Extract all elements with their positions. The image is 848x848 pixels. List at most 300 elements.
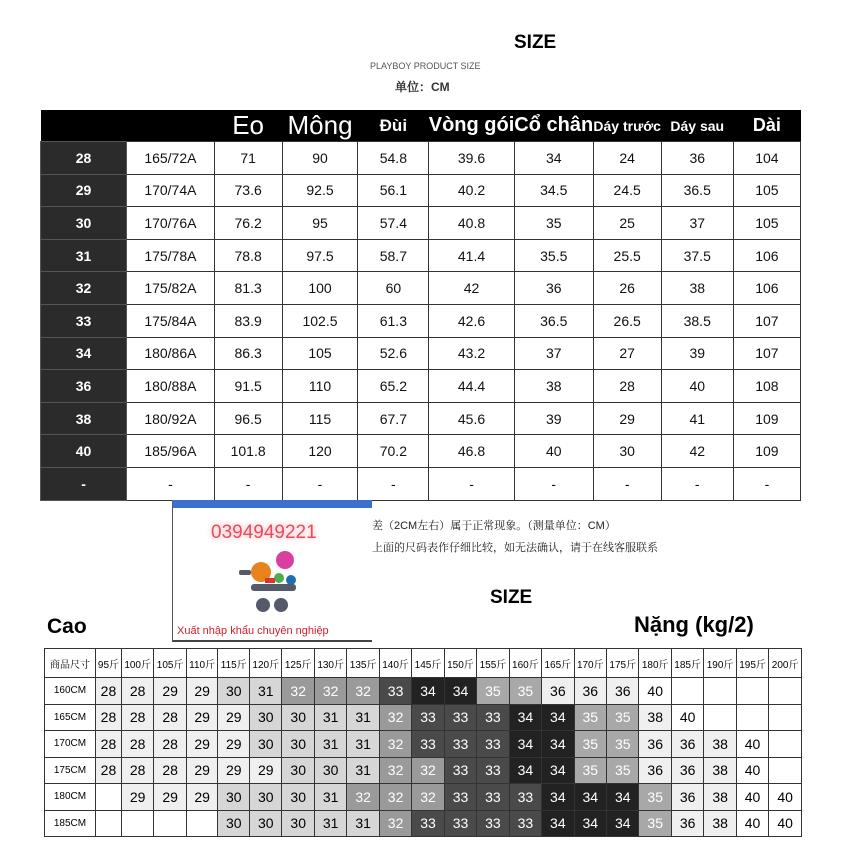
table-cell: 95 (282, 207, 358, 240)
table-cell: - (733, 467, 800, 500)
size-cell (736, 704, 768, 731)
column-header: 商品尺寸 (45, 649, 96, 678)
size-cell: 31 (314, 731, 346, 758)
size-cell: 29 (41, 174, 127, 207)
table-cell: 41.4 (429, 239, 515, 272)
size-cell: 30 (41, 207, 127, 240)
size-cell: 32 (412, 757, 444, 784)
table-cell: 58.7 (358, 239, 429, 272)
size-cell: 40 (769, 784, 802, 811)
table-cell: 41 (661, 402, 733, 435)
table-cell: 97.5 (282, 239, 358, 272)
size-cell: 34 (542, 704, 574, 731)
size-cell: 33 (444, 731, 476, 758)
height-cell: 175CM (45, 757, 96, 784)
table-cell: 54.8 (358, 142, 429, 175)
size-cell: 33 (379, 678, 411, 705)
column-header: 120斤 (250, 649, 282, 678)
table-row (41, 239, 801, 272)
table-row (41, 435, 801, 468)
table-cell: 65.2 (358, 370, 429, 403)
table-cell: 27 (593, 337, 661, 370)
size-cell: 40 (736, 784, 768, 811)
size-cell: 30 (250, 731, 282, 758)
table-cell: 78.8 (214, 239, 282, 272)
size-cell: 33 (477, 704, 509, 731)
column-header: 100斤 (121, 649, 153, 678)
height-cell: 170CM (45, 731, 96, 758)
table-cell: 175/84A (127, 304, 215, 337)
table-cell: 180/88A (127, 370, 215, 403)
table-row (45, 810, 802, 837)
table-cell: 37 (661, 207, 733, 240)
table-cell: 25 (593, 207, 661, 240)
size-cell: 28 (154, 757, 186, 784)
size-cell: 33 (509, 810, 541, 837)
table-cell: 96.5 (214, 402, 282, 435)
table-cell: - (661, 467, 733, 500)
table-cell: 37 (514, 337, 593, 370)
column-header: Cổ chân (514, 110, 593, 142)
table-row (45, 704, 802, 731)
size-cell: 32 (347, 678, 379, 705)
table-row (45, 757, 802, 784)
size-cell: 36 (671, 784, 703, 811)
column-header: 95斤 (96, 649, 122, 678)
table-cell: 44.4 (429, 370, 515, 403)
column-header: 110斤 (186, 649, 218, 678)
table-cell: 106 (733, 272, 800, 305)
table-cell: 52.6 (358, 337, 429, 370)
size-cell: 28 (96, 678, 122, 705)
table-row (41, 142, 801, 175)
column-header: 195斤 (736, 649, 768, 678)
size-cell: 32 (412, 784, 444, 811)
size-cell (769, 704, 802, 731)
size-cell (736, 678, 768, 705)
table-cell: 46.8 (429, 435, 515, 468)
table-cell: 35.5 (514, 239, 593, 272)
table-cell: 38 (661, 272, 733, 305)
size-cell: 31 (314, 810, 346, 837)
table-cell: 26.5 (593, 304, 661, 337)
table-cell: 57.4 (358, 207, 429, 240)
column-header: 130斤 (314, 649, 346, 678)
measurement-note (372, 515, 658, 559)
size-cell: 30 (250, 784, 282, 811)
table-cell: 70.2 (358, 435, 429, 468)
column-header: 165斤 (542, 649, 574, 678)
size-cell: 28 (41, 142, 127, 175)
size-cell: 34 (542, 757, 574, 784)
column-header: 140斤 (379, 649, 411, 678)
size-cell: 33 (444, 757, 476, 784)
size-cell: 31 (250, 678, 282, 705)
column-header: 185斤 (671, 649, 703, 678)
size-cell: 32 (379, 731, 411, 758)
size-cell: 33 (477, 757, 509, 784)
size-cell: 34 (509, 757, 541, 784)
table-cell: 34 (514, 142, 593, 175)
size-cell: 35 (639, 810, 671, 837)
weight-label: Nặng (kg/2) (634, 612, 754, 637)
size-cell: 36 (671, 810, 703, 837)
column-header: 200斤 (769, 649, 802, 678)
size-cell (96, 810, 122, 837)
table-cell: 36.5 (514, 304, 593, 337)
table-cell: 76.2 (214, 207, 282, 240)
size-cell: 30 (282, 704, 314, 731)
size-cell: 34 (574, 784, 606, 811)
size-cell: 38 (704, 784, 736, 811)
table-cell: 101.8 (214, 435, 282, 468)
table-cell: 81.3 (214, 272, 282, 305)
table-cell: 92.5 (282, 174, 358, 207)
size-cell: 38 (41, 402, 127, 435)
size-cell: 29 (186, 757, 218, 784)
size-cell: 29 (186, 784, 218, 811)
size-cell: 28 (154, 731, 186, 758)
table-cell: 45.6 (429, 402, 515, 435)
table-cell: 42.6 (429, 304, 515, 337)
column-header: Dáy sau (661, 110, 733, 142)
size-cell (671, 678, 703, 705)
size-cell: 31 (314, 704, 346, 731)
table-cell: 40 (661, 370, 733, 403)
column-header: 115斤 (218, 649, 250, 678)
table-cell: 90 (282, 142, 358, 175)
table-cell: 115 (282, 402, 358, 435)
size-cell: 35 (639, 784, 671, 811)
size-cell: 34 (542, 731, 574, 758)
table-cell: 61.3 (358, 304, 429, 337)
size-cell: 30 (218, 810, 250, 837)
size-cell: - (41, 467, 127, 500)
size-cell: 34 (542, 784, 574, 811)
height-cell: 180CM (45, 784, 96, 811)
size-cell: 28 (121, 757, 153, 784)
size-cell (704, 704, 736, 731)
height-label: Cao (47, 615, 87, 638)
table-cell: 104 (733, 142, 800, 175)
table-cell: 67.7 (358, 402, 429, 435)
table-cell: 107 (733, 304, 800, 337)
size-cell: 32 (379, 810, 411, 837)
table-cell: 38.5 (661, 304, 733, 337)
size-cell: 28 (121, 731, 153, 758)
table-row (41, 402, 801, 435)
size-cell: 30 (282, 731, 314, 758)
column-header: 125斤 (282, 649, 314, 678)
table-cell: 40.8 (429, 207, 515, 240)
table-cell: - (514, 467, 593, 500)
size-title: SIZE (514, 32, 557, 53)
column-header: Mông (282, 110, 358, 142)
size-cell: 32 (347, 784, 379, 811)
table-cell: 106 (733, 239, 800, 272)
size-cell: 36 (671, 731, 703, 758)
table-cell: 170/74A (127, 174, 215, 207)
size-cell: 32 (314, 678, 346, 705)
size-cell: 33 (412, 731, 444, 758)
size-cell: 40 (736, 810, 768, 837)
size-cell (96, 784, 122, 811)
ad-text: Xuất nhập khẩu chuyên nghiệp (177, 625, 329, 637)
size-cell: 40 (671, 704, 703, 731)
table-cell: 165/72A (127, 142, 215, 175)
size-cell: 35 (607, 731, 639, 758)
table-cell: 180/86A (127, 337, 215, 370)
size-cell: 29 (218, 731, 250, 758)
unit-label: 单位：CM (395, 80, 450, 94)
size-cell: 29 (154, 678, 186, 705)
size-cell (186, 810, 218, 837)
table-cell: 86.3 (214, 337, 282, 370)
size-cell: 34 (509, 704, 541, 731)
table-cell: 109 (733, 435, 800, 468)
size-cell: 29 (218, 757, 250, 784)
size-cell: 33 (477, 731, 509, 758)
table-cell: 29 (593, 402, 661, 435)
size-cell: 31 (314, 784, 346, 811)
size-cell: 32 (379, 704, 411, 731)
size-cell: 30 (282, 784, 314, 811)
size-cell (769, 678, 802, 705)
size-cell: 34 (509, 731, 541, 758)
table-cell: - (593, 467, 661, 500)
table-cell: - (282, 467, 358, 500)
table-cell: 185/96A (127, 435, 215, 468)
height-weight-size-table (44, 648, 802, 837)
table-cell: 24 (593, 142, 661, 175)
size-cell: 34 (542, 810, 574, 837)
size-cell: 38 (639, 704, 671, 731)
size-measurement-table (40, 110, 801, 501)
table-cell: 109 (733, 402, 800, 435)
table-cell: 107 (733, 337, 800, 370)
size-cell: 29 (250, 757, 282, 784)
table-row (45, 731, 802, 758)
size-cell (769, 731, 802, 758)
table-cell: 105 (282, 337, 358, 370)
height-cell: 165CM (45, 704, 96, 731)
table-row (45, 784, 802, 811)
column-header: 105斤 (154, 649, 186, 678)
size-cell: 40 (41, 435, 127, 468)
table-cell: 60 (358, 272, 429, 305)
table-row (41, 370, 801, 403)
column-header: 150斤 (444, 649, 476, 678)
table-cell: 28 (593, 370, 661, 403)
table-cell: 105 (733, 207, 800, 240)
size-cell: 33 (412, 810, 444, 837)
ad-overlay (172, 500, 372, 642)
size-cell: 36 (607, 678, 639, 705)
table-cell: 35 (514, 207, 593, 240)
table-cell: 100 (282, 272, 358, 305)
subtitle: PLAYBOY PRODUCT SIZE (370, 61, 481, 71)
column-header: 180斤 (639, 649, 671, 678)
size-cell: 30 (314, 757, 346, 784)
table-cell: - (214, 467, 282, 500)
size-cell: 28 (96, 704, 122, 731)
ad-phone: 0394949221 (211, 522, 317, 543)
size-cell: 33 (444, 810, 476, 837)
size-cell: 32 (379, 784, 411, 811)
table-cell: 83.9 (214, 304, 282, 337)
table-cell: 110 (282, 370, 358, 403)
size-cell: 30 (218, 678, 250, 705)
table-row (41, 174, 801, 207)
size-cell: 36 (41, 370, 127, 403)
size-cell: 40 (736, 731, 768, 758)
table-cell: 73.6 (214, 174, 282, 207)
table-cell: 71 (214, 142, 282, 175)
table-cell: 26 (593, 272, 661, 305)
table-cell: - (358, 467, 429, 500)
column-header: 145斤 (412, 649, 444, 678)
column-header: 135斤 (347, 649, 379, 678)
size-cell: 29 (121, 784, 153, 811)
column-header (41, 110, 127, 142)
table-row (41, 467, 801, 500)
column-header: Dáy trước (593, 110, 661, 142)
table-row (45, 678, 802, 705)
size-cell: 30 (250, 810, 282, 837)
size-cell: 35 (607, 757, 639, 784)
table-cell: 56.1 (358, 174, 429, 207)
column-header (127, 110, 215, 142)
size-cell: 33 (509, 784, 541, 811)
size-cell: 34 (607, 810, 639, 837)
size-cell: 29 (186, 704, 218, 731)
column-header: Đùi (358, 110, 429, 142)
table-cell: 42 (429, 272, 515, 305)
size-cell: 29 (186, 731, 218, 758)
table-row (41, 304, 801, 337)
size-cell: 38 (704, 757, 736, 784)
size-cell: 33 (477, 810, 509, 837)
table-cell: 120 (282, 435, 358, 468)
size-cell: 36 (574, 678, 606, 705)
size-cell: 31 (347, 757, 379, 784)
size-cell: 36 (639, 731, 671, 758)
table-cell: - (127, 467, 215, 500)
column-header: Eo (214, 110, 282, 142)
size-cell (704, 678, 736, 705)
size-cell: 31 (347, 704, 379, 731)
table-cell: 108 (733, 370, 800, 403)
size-cell: 34 (444, 678, 476, 705)
table-row (41, 272, 801, 305)
table-cell: 175/82A (127, 272, 215, 305)
size-cell (769, 757, 802, 784)
table-cell: 34.5 (514, 174, 593, 207)
size-cell: 31 (347, 810, 379, 837)
column-header: 155斤 (477, 649, 509, 678)
height-cell: 185CM (45, 810, 96, 837)
size-title-2: SIZE (490, 587, 533, 608)
size-cell: 33 (41, 304, 127, 337)
table-cell: 36 (514, 272, 593, 305)
size-cell: 34 (412, 678, 444, 705)
size-cell: 35 (509, 678, 541, 705)
table-cell: 40.2 (429, 174, 515, 207)
table-cell: 25.5 (593, 239, 661, 272)
size-cell: 30 (250, 704, 282, 731)
size-cell: 28 (96, 731, 122, 758)
table-cell: 43.2 (429, 337, 515, 370)
size-cell: 35 (477, 678, 509, 705)
height-cell: 160CM (45, 678, 96, 705)
table-row (41, 337, 801, 370)
size-cell: 40 (736, 757, 768, 784)
table-cell: 36.5 (661, 174, 733, 207)
size-cell: 36 (542, 678, 574, 705)
size-cell: 36 (639, 757, 671, 784)
size-cell: 38 (704, 810, 736, 837)
table-cell: 37.5 (661, 239, 733, 272)
table-cell: 39 (661, 337, 733, 370)
size-cell: 33 (477, 784, 509, 811)
table-cell: - (429, 467, 515, 500)
table-cell: 36 (661, 142, 733, 175)
table-cell: 24.5 (593, 174, 661, 207)
column-header: 170斤 (574, 649, 606, 678)
size-cell: 35 (574, 731, 606, 758)
column-header: 175斤 (607, 649, 639, 678)
size-cell: 36 (671, 757, 703, 784)
column-header: 160斤 (509, 649, 541, 678)
table-cell: 180/92A (127, 402, 215, 435)
size-cell: 28 (96, 757, 122, 784)
table-cell: 30 (593, 435, 661, 468)
column-header: 190斤 (704, 649, 736, 678)
size-cell: 29 (186, 678, 218, 705)
table-cell: 170/76A (127, 207, 215, 240)
size-cell: 33 (444, 704, 476, 731)
note-line: 上面的尺码表作仔细比较，如无法确认，请于在线客服联系 (372, 542, 658, 554)
table-row (41, 207, 801, 240)
size-cell (154, 810, 186, 837)
size-cell: 29 (154, 784, 186, 811)
table-cell: 39 (514, 402, 593, 435)
size-cell: 32 (41, 272, 127, 305)
column-header: Dài (733, 110, 800, 142)
size-cell: 29 (218, 704, 250, 731)
table-cell: 175/78A (127, 239, 215, 272)
size-cell: 28 (121, 704, 153, 731)
size-cell: 30 (282, 810, 314, 837)
size-cell: 34 (574, 810, 606, 837)
size-cell (121, 810, 153, 837)
size-cell: 38 (704, 731, 736, 758)
size-cell: 31 (41, 239, 127, 272)
size-cell: 30 (218, 784, 250, 811)
size-cell: 35 (574, 757, 606, 784)
table-cell: 40 (514, 435, 593, 468)
size-cell: 34 (41, 337, 127, 370)
size-cell: 40 (769, 810, 802, 837)
size-cell: 28 (121, 678, 153, 705)
size-cell: 35 (607, 704, 639, 731)
size-cell: 33 (444, 784, 476, 811)
size-cell: 33 (412, 704, 444, 731)
size-cell: 28 (154, 704, 186, 731)
table-cell: 105 (733, 174, 800, 207)
table-cell: 39.6 (429, 142, 515, 175)
table-cell: 42 (661, 435, 733, 468)
